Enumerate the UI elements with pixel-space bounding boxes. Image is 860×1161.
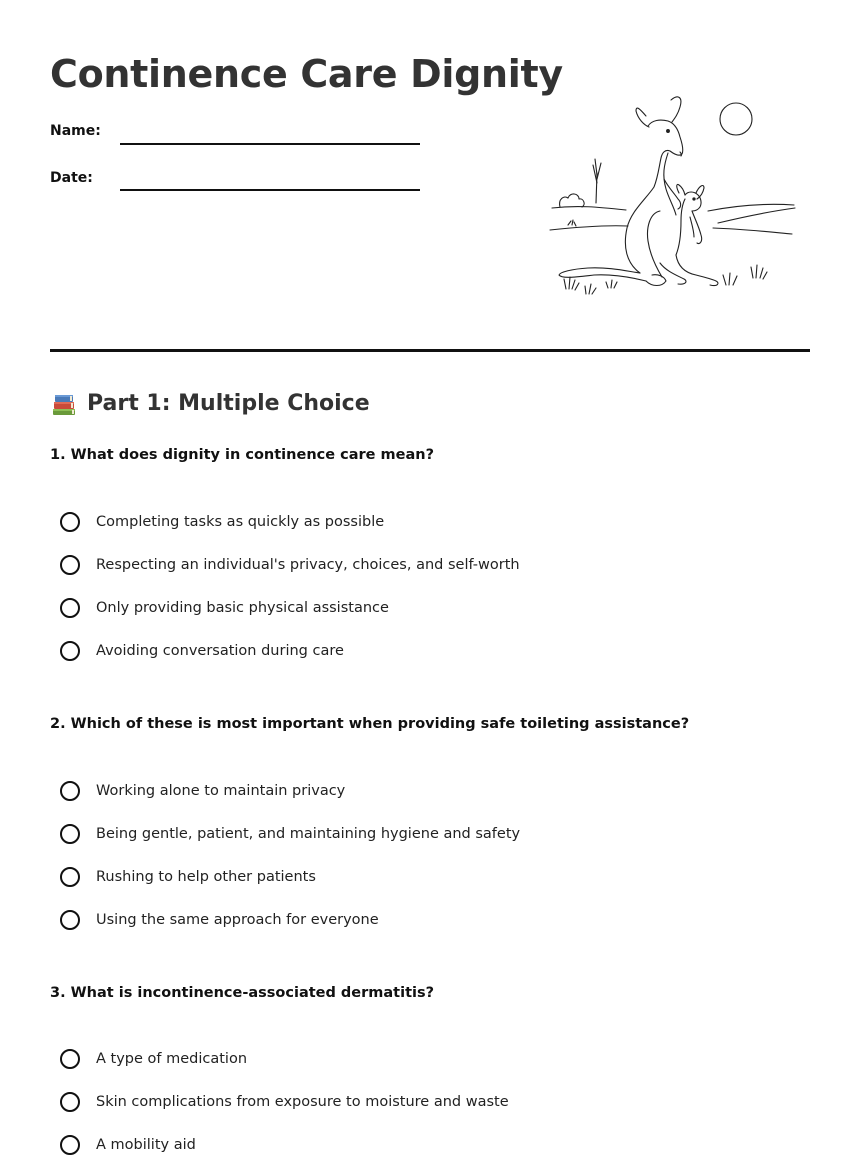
question-3: 3. What is incontinence-associated dermatitis?: [50, 985, 435, 1001]
option-label: Skin complications from exposure to moisture and waste: [96, 1094, 509, 1110]
radio-button[interactable]: [60, 781, 80, 801]
radio-button[interactable]: [60, 1092, 80, 1112]
option-label: Using the same approach for everyone: [96, 912, 379, 928]
section-divider: [50, 349, 810, 352]
question-3-option-2[interactable]: [60, 1089, 509, 1115]
section-title-row: [50, 388, 370, 420]
date-label: Date:: [50, 170, 93, 186]
question-2-option-2[interactable]: [60, 821, 520, 847]
question-1-option-2[interactable]: [60, 552, 520, 578]
option-label: A type of medication: [96, 1051, 248, 1067]
radio-button[interactable]: [60, 641, 80, 661]
option-label: A mobility aid: [96, 1137, 196, 1153]
question-2-option-1[interactable]: [60, 778, 345, 804]
question-3-option-1[interactable]: [60, 1046, 247, 1072]
radio-button[interactable]: [60, 512, 80, 532]
question-1: 1. What does dignity in continence care mean?: [50, 447, 434, 463]
option-label: Only providing basic physical assistance: [96, 600, 389, 616]
radio-button[interactable]: [60, 910, 80, 930]
section-title: Part 1: Multiple Choice: [87, 391, 370, 416]
question-1-option-4[interactable]: [60, 638, 344, 664]
option-label: Being gentle, patient, and maintaining hygiene and safety: [96, 826, 521, 842]
question-3-option-3[interactable]: [60, 1132, 196, 1158]
radio-button[interactable]: [60, 824, 80, 844]
option-label: Rushing to help other patients: [96, 869, 316, 885]
radio-button[interactable]: [60, 555, 80, 575]
books-icon: [50, 390, 78, 418]
question-1-option-1[interactable]: [60, 509, 384, 535]
option-label: Working alone to maintain privacy: [96, 783, 346, 799]
radio-button[interactable]: [60, 598, 80, 618]
radio-button[interactable]: [60, 867, 80, 887]
kangaroo-with-joey-coloring-icon: [548, 95, 800, 300]
date-field[interactable]: [120, 189, 420, 191]
question-2-option-4[interactable]: [60, 907, 379, 933]
question-2: 2. Which of these is most important when providing safe toileting assistance?: [50, 716, 690, 732]
name-label: Name:: [50, 123, 101, 139]
option-label: Completing tasks as quickly as possible: [96, 514, 385, 530]
radio-button[interactable]: [60, 1049, 80, 1069]
question-1-option-3[interactable]: [60, 595, 389, 621]
radio-button[interactable]: [60, 1135, 80, 1155]
option-label: Avoiding conversation during care: [96, 643, 344, 659]
name-field[interactable]: [120, 143, 420, 145]
worksheet-title: Continence Care Dignity: [50, 52, 563, 96]
option-label: Respecting an individual's privacy, choices, and self-worth: [96, 557, 520, 573]
question-2-option-3[interactable]: [60, 864, 316, 890]
